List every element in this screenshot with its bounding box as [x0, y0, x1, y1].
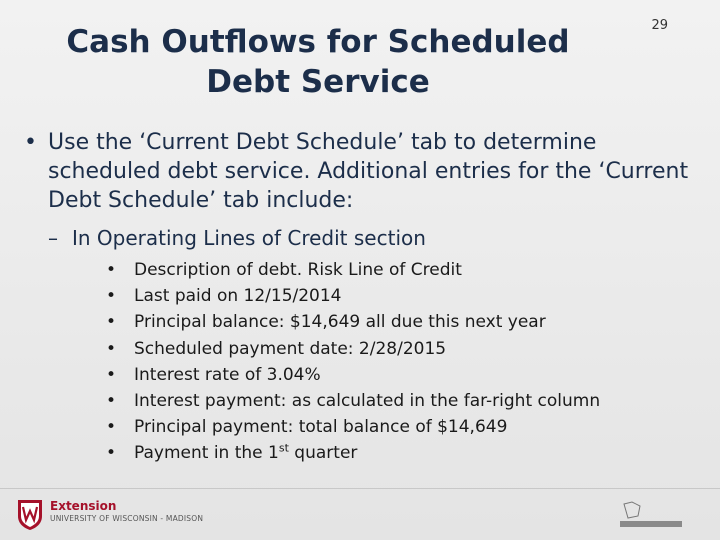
list-item-text: Scheduled payment date: 2/28/2015 — [134, 338, 447, 359]
bullet-icon: • — [106, 312, 117, 333]
bullet-icon: • — [106, 364, 117, 385]
list-item — [106, 388, 694, 414]
bullet-icon: • — [106, 391, 117, 412]
uw-crest-icon — [16, 498, 44, 531]
slide-content — [24, 128, 694, 467]
list-item-suffix: quarter — [288, 443, 358, 464]
footer — [0, 488, 720, 540]
footer-divider — [0, 488, 720, 489]
list-item — [106, 440, 694, 466]
bullet-icon: • — [24, 130, 37, 155]
list-item — [106, 257, 694, 283]
detail-list — [106, 257, 694, 467]
bullet-icon: • — [106, 417, 117, 438]
list-item-text: Principal balance: $14,649 all due this next year — [134, 312, 546, 333]
dash-icon: – — [48, 226, 58, 250]
list-item-text — [134, 440, 357, 466]
sub-bullet-text: In Operating Lines of Credit section — [72, 226, 426, 250]
main-bullet-text: Use the ‘Current Debt Schedule’ tab to determine scheduled debt service. Additional entries for the ‘Current Debt Schedule’ tab include: — [48, 130, 689, 213]
list-item-text: Description of debt. Risk Line of Credit — [134, 260, 462, 280]
org-name: Extension — [50, 499, 117, 513]
list-item — [106, 362, 694, 388]
list-item — [106, 283, 694, 309]
bullet-icon: • — [106, 286, 117, 307]
list-item-text: Principal payment: total balance of $14,649 — [134, 417, 508, 438]
bullet-icon: • — [106, 443, 117, 464]
main-bullet — [24, 128, 694, 215]
list-item-text: Interest rate of 3.04% — [134, 364, 321, 385]
list-item-prefix: Payment in the 1 — [134, 443, 279, 464]
sub-bullet — [48, 225, 694, 251]
debt-profitability-logo-icon — [618, 500, 684, 530]
page-number: 29 — [651, 18, 668, 33]
list-item — [106, 336, 694, 362]
superscript: st — [278, 441, 289, 455]
bullet-icon: • — [106, 338, 117, 359]
list-item — [106, 309, 694, 335]
bullet-icon: • — [106, 260, 117, 280]
list-item-text: Interest payment: as calculated in the far-right column — [134, 391, 601, 412]
list-item — [106, 414, 694, 440]
university-name: UNIVERSITY OF WISCONSIN - MADISON — [50, 514, 204, 523]
slide-title: Cash Outflows for Scheduled Debt Service — [66, 24, 570, 100]
list-item-text: Last paid on 12/15/2014 — [134, 286, 342, 307]
